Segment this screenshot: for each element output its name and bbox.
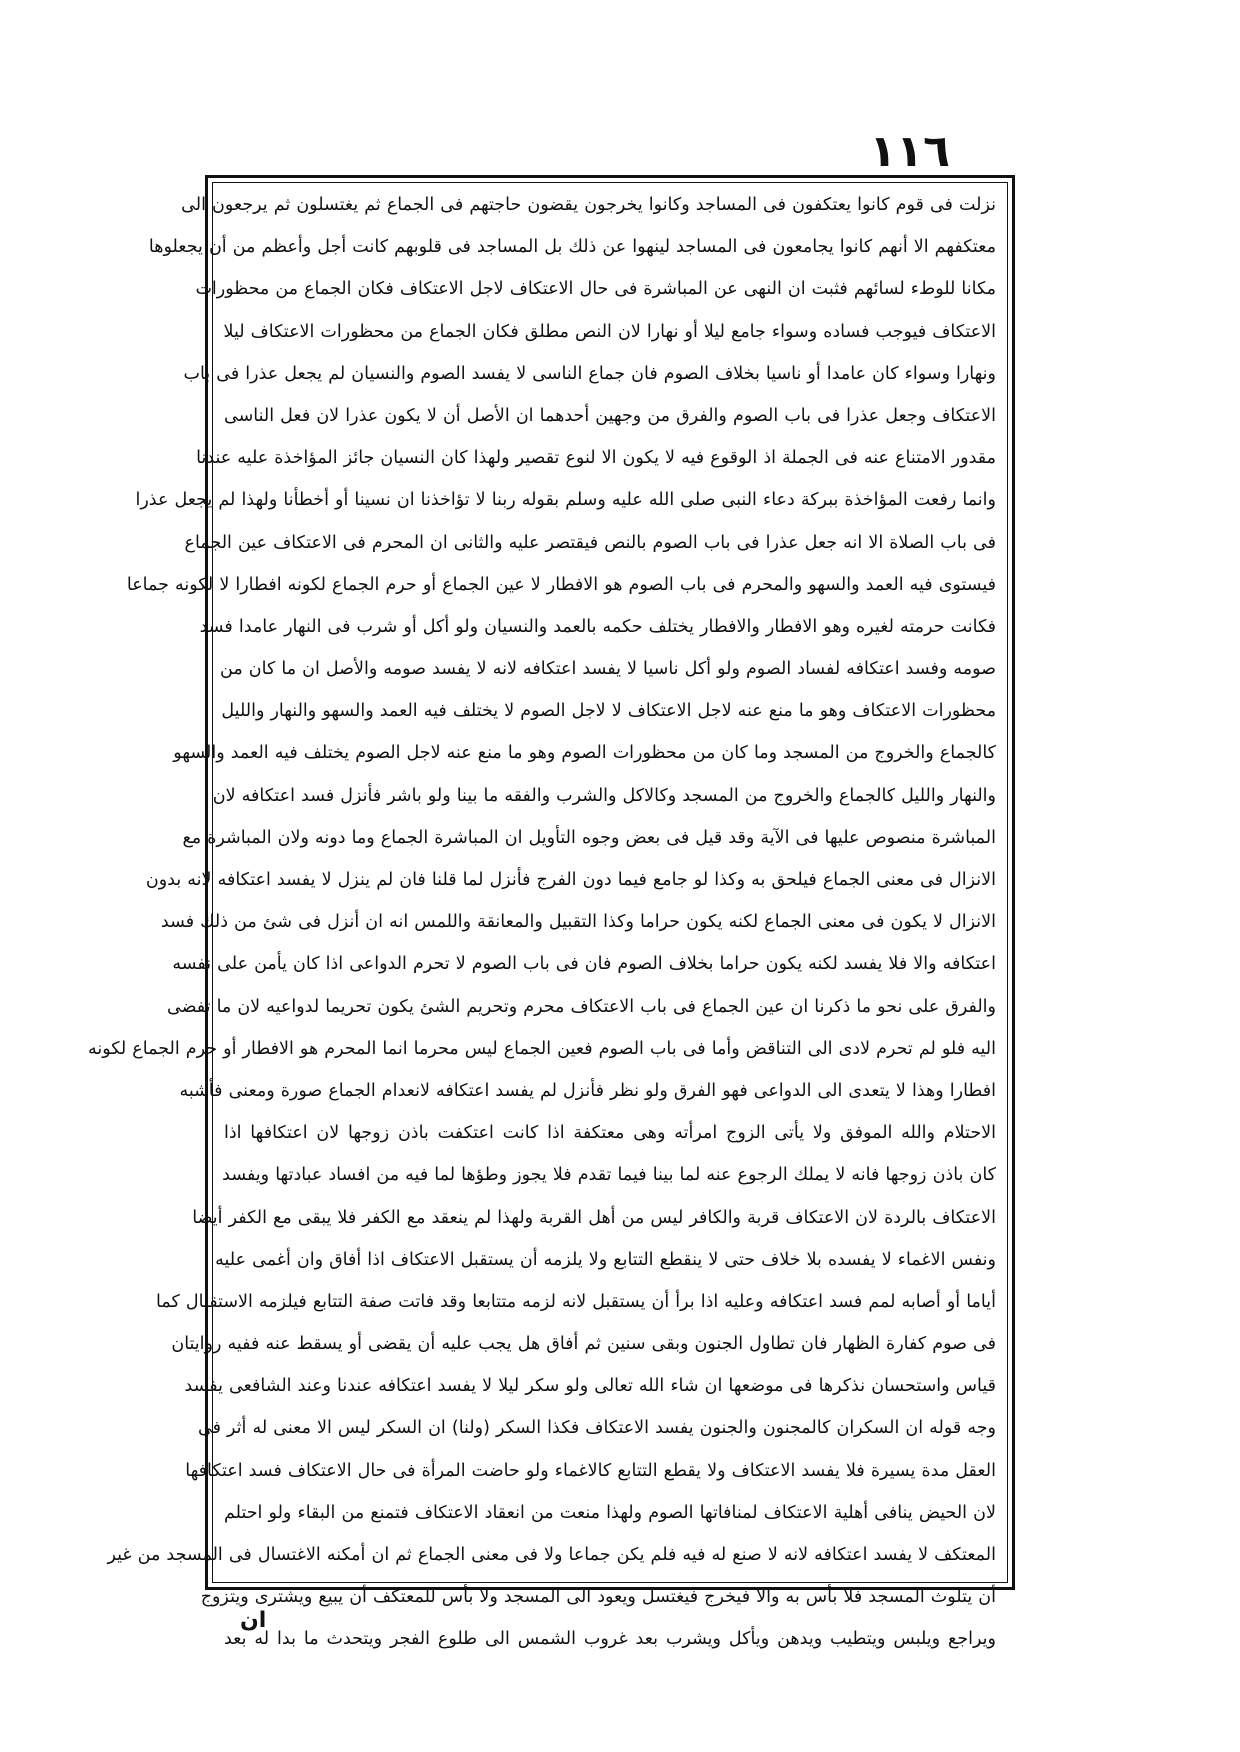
text-line: فيستوى فيه العمد والسهو والمحرم فى باب الصوم هو الافطار لا عين الجماع أو حرم الجماع لكونه افطارا لا لكونه جماعا	[126, 574, 996, 595]
text-line: مقدور الامتناع عنه فى الجملة اذ الوقوع فيه لا يكون الا لنوع تقصير ولهذا كان النسيان جائز المؤاخذة عليه عندنا	[196, 448, 996, 469]
text-line: فكانت حرمته لغيره وهو الافطار والافطار يختلف حكمه بالعمد والنسيان ولو أكل أو شرب فى النهار عامدا فسد	[199, 616, 996, 637]
text-line: اليه فلو لم تحرم لادى الى التناقض وأما فى باب الصوم فعين الجماع ليس محرما انما المحرم هو الافطار أو حرم الجماع لكونه	[87, 1038, 996, 1059]
text-line: كان باذن زوجها فانه لا يملك الرجوع عنه لما بينا فيما تقدم فلا يجوز وطؤها لما فيه من افساد عبادتها ويفسد	[222, 1165, 996, 1186]
text-line: فى باب الصلاة الا انه جعل عذرا فى باب الصوم بالنص فيقتصر عليه والثانى ان المحرم فى الاعتكاف عين الجماع	[184, 532, 996, 553]
text-line: نزلت فى قوم كانوا يعتكفون فى المساجد وكانوا يخرجون يقضون حاجتهم فى الجماع ثم يغتسلون ثم يرجعون الى	[181, 195, 996, 215]
text-line: ونهارا وسواء كان عامدا أو ناسيا بخلاف الصوم فان جماع الناسى لا يفسد الصوم والنسيان لم يجعل عذرا فى باب	[183, 363, 996, 384]
text-line: صومه وفسد اعتكافه لفساد الصوم ولو أكل ناسيا لا يفسد اعتكافه لانه لا يفسد صومه والأصل ان ما كان من	[220, 659, 996, 680]
text-line: محظورات الاعتكاف وهو ما منع عنه لاجل الاعتكاف لا لاجل الصوم لا يختلف فيه العمد والسهو والنهار والليل	[221, 701, 996, 722]
text-line: العقل مدة يسيرة فلا يفسد الاعتكاف ولا يقطع التتابع كالاغماء ولو حاضت المرأة فى حال الاعتكاف فسد اعتكافها	[185, 1460, 996, 1481]
text-line: والفرق على نحو ما ذكرنا ان عين الجماع فى باب الاعتكاف محرم وتحريم الشئ يكون تحريما لدواعيه لان ما تفضى	[167, 996, 996, 1017]
text-line: الاعتكاف فيوجب فساده وسواء جامع ليلا أو نهارا لان النص مطلق فكان الجماع من محظورات الاعتكاف ليلا	[223, 321, 996, 342]
text-line: المباشرة منصوص عليها فى الآية وقد قيل فى بعض وجوه التأويل ان المباشرة الجماع وما دونه ولان المباشرة مع	[182, 827, 996, 848]
text-line: مكانا للوطء لسائهم فثبت ان النهى عن المباشرة فى حال الاعتكاف لاجل الاعتكاف فكان الجماع من محظورات	[195, 279, 996, 300]
text-line: الاعتكاف وجعل عذرا فى باب الصوم والفرق من وجهين أحدهما ان الأصل أن لا يكون عذرا لان فعل الناسى	[224, 405, 996, 426]
text-frame	[87, 175, 1015, 1650]
text-line: وانما رفعت المؤاخذة ببركة دعاء النبى صلى الله عليه وسلم بقوله ربنا لا تؤاخذنا ان نسينا أو أخطأنا ولهذا لم يجعل عذرا	[135, 490, 996, 511]
catchword: ان	[240, 1608, 267, 1633]
text-line: فى صوم كفارة الظهار فان تطاول الجنون وبقى سنين ثم أفاق هل يجب عليه أن يقضى أو يسقط عنه ففيه روايتان	[171, 1334, 996, 1355]
text-line: الانزال لا يكون فى معنى الجماع لكنه يكون حراما وكذا التقبيل والمعانقة واللمس انه ان أنزل فى شئ من ذلك فسد	[160, 912, 996, 933]
text-line: الاحتلام والله الموفق ولا يأتى الزوج امرأته وهى معتكفة اذا كانت اعتكفت باذن زوجها لان اعتكافها اذا	[224, 1123, 996, 1144]
text-line: ونفس الاغماء لا يفسده بلا خلاف حتى لا ينقطع التتابع ولا يلزمه أن يستقبل الاعتكاف اذا أفاق وان أغمى عليه	[215, 1249, 996, 1270]
text-line: الاعتكاف بالردة لان الاعتكاف قربة والكافر ليس من أهل القربة ولهذا لم ينعقد مع الكفر فلا يبقى مع الكفر أيضا	[192, 1207, 996, 1228]
text-line: المعتكف لا يفسد اعتكافه لانه لا صنع له فيه فلم يكن جماعا ولا فى معنى الجماع ثم ان أمكنه الاغتسال فى المسجد من غير	[107, 1545, 996, 1565]
text-line: كالجماع والخروج من المسجد وما كان من محظورات الصوم وهو ما منع عنه لاجل الصوم يختلف فيه العمد والسهو	[173, 743, 996, 764]
text-line: والنهار والليل كالجماع والخروج من المسجد وكالاكل والشرب والفقه ما بينا ولو باشر فأنزل فسد اعتكافه لان	[212, 785, 996, 806]
text-line: افطارا وهذا لا يتعدى الى الدواعى فهو الفرق ولو نظر فأنزل لم يفسد اعتكافه لانعدام الجماع صورة ومعنى فأشبه	[179, 1080, 996, 1101]
text-line: اعتكافه والا فلا يفسد لكنه يكون حراما بخلاف الصوم فان فى باب الصوم لا تحرم الدواعى اذا كان يأمن على نفسه	[172, 954, 996, 975]
text-line: ويراجع ويلبس ويتطيب ويدهن ويأكل ويشرب بعد غروب الشمس الى طلوع الفجر ويتحدث ما بدا له بعد	[224, 1629, 996, 1650]
page-number: ١١٦	[869, 126, 950, 177]
text-line: وجه قوله ان السكران كالمجنون والجنون يفسد الاعتكاف فكذا السكر (ولنا) ان السكر ليس الا معنى له أثر فى	[198, 1418, 996, 1439]
text-line: معتكفهم الا أنهم كانوا يجامعون فى المساجد لينهوا عن ذلك بل المساجد فى قلوبهم كانت أجل وأعظم من أن يجعلوها	[148, 237, 996, 258]
body-text	[87, 184, 1006, 1661]
text-line: قياس واستحسان نذكرها فى موضعها ان شاء الله تعالى ولو سكر ليلا لا يفسد اعتكافه عندنا وعند الشافعى يفسد	[184, 1376, 996, 1397]
text-line: أن يتلوث المسجد فلا بأس به والا فيخرج فيغتسل ويعود الى المسجد ولا بأس للمعتكف أن يبيع ويشترى ويتزوج	[200, 1587, 996, 1608]
text-line: لان الحيض ينافى أهلية الاعتكاف لمنافاتها الصوم ولهذا منعت من انعقاد الاعتكاف فتمنع من البقاء ولو احتلم	[224, 1502, 996, 1523]
text-line: الانزال فى معنى الجماع فيلحق به وكذا لو جامع فيما دون الفرج فأنزل لما قلنا فان لم ينزل لا يفسد اعتكافه لانه بدون	[145, 870, 996, 890]
text-line: أياما أو أصابه لمم فسد اعتكافه وعليه اذا برأ أن يستقبل لانه لزمه متتابعا وقد فاتت صفة التتابع فيلزمه الاستقبال كما	[156, 1291, 996, 1312]
